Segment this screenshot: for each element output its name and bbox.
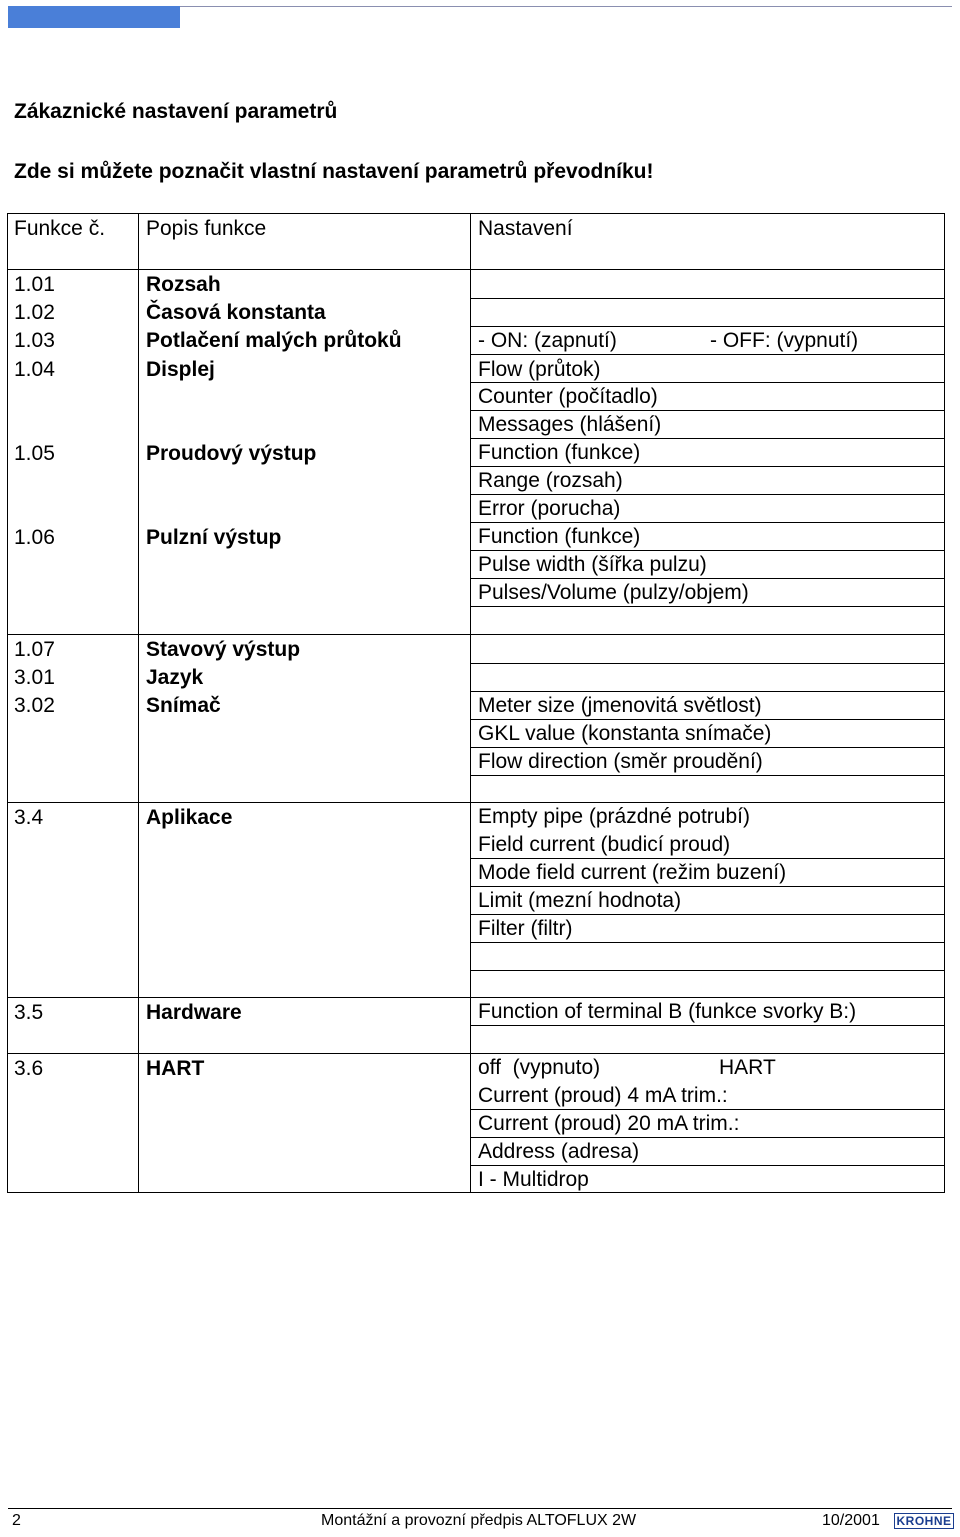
row-number: 3.02	[14, 694, 55, 717]
header-function-no: Funkce č.	[14, 217, 106, 240]
row-number: 3.6	[14, 1057, 44, 1080]
row-number: 1.07	[14, 638, 55, 661]
setting-value: Filter (filtr)	[478, 917, 573, 940]
setting-value: Function (funkce)	[478, 525, 641, 548]
setting-value: GKL value (konstanta snímače)	[478, 722, 772, 745]
header-description: Popis funkce	[146, 217, 267, 240]
row-description: Aplikace	[146, 806, 233, 829]
setting-value: Error (porucha)	[478, 497, 621, 520]
setting-value: Limit (mezní hodnota)	[478, 889, 682, 912]
row-number: 3.01	[14, 666, 55, 689]
setting-value: Flow direction (směr proudění)	[478, 750, 763, 773]
page-number: 2	[12, 1512, 21, 1529]
setting-value: HART	[719, 1056, 776, 1079]
setting-value: Mode field current (režim buzení)	[478, 861, 787, 884]
page-title: Zákaznické nastavení parametrů	[14, 100, 338, 123]
row-number: 3.4	[14, 806, 44, 829]
row-description: HART	[146, 1057, 205, 1080]
setting-value: Pulses/Volume (pulzy/objem)	[478, 581, 749, 604]
krohne-logo: KROHNE	[894, 1513, 954, 1529]
row-description: Časová konstanta	[146, 301, 326, 324]
row-number: 1.03	[14, 329, 55, 352]
row-description: Snímač	[146, 694, 221, 717]
footer-rule	[8, 1508, 952, 1509]
footer-document-title: Montážní a provozní předpis ALTOFLUX 2W	[321, 1512, 637, 1529]
row-description: Proudový výstup	[146, 442, 317, 465]
setting-value: - ON: (zapnutí)	[478, 329, 617, 352]
setting-value: - OFF: (vypnutí)	[710, 329, 859, 352]
setting-value: Meter size (jmenovitá světlost)	[478, 694, 762, 717]
setting-value: Flow (průtok)	[478, 358, 601, 381]
row-description: Pulzní výstup	[146, 526, 282, 549]
row-description: Hardware	[146, 1001, 242, 1024]
page-subtitle: Zde si můžete poznačit vlastní nastavení parametrů převodníku!	[14, 160, 654, 183]
setting-value: Function of terminal B (funkce svorky B:)	[478, 1000, 857, 1023]
setting-value: Empty pipe (prázdné potrubí)	[478, 805, 750, 828]
row-number: 3.5	[14, 1001, 44, 1024]
row-description: Rozsah	[146, 273, 221, 296]
setting-value: Messages (hlášení)	[478, 413, 662, 436]
header-settings: Nastavení	[478, 217, 573, 240]
row-number: 1.02	[14, 301, 55, 324]
setting-value: Counter (počítadlo)	[478, 385, 658, 408]
row-number: 1.04	[14, 358, 55, 381]
setting-value: Field current (budicí proud)	[478, 833, 731, 856]
row-description: Displej	[146, 358, 215, 381]
setting-value: Range (rozsah)	[478, 469, 623, 492]
setting-value: off (vypnuto)	[478, 1056, 601, 1079]
row-number: 1.06	[14, 526, 55, 549]
footer-date: 10/2001	[822, 1512, 880, 1529]
row-description: Potlačení malých průtoků	[146, 329, 402, 352]
setting-value: Function (funkce)	[478, 441, 641, 464]
setting-value: Current (proud) 20 mA trim.:	[478, 1112, 740, 1135]
setting-value: Pulse width (šířka pulzu)	[478, 553, 707, 576]
row-number: 1.05	[14, 442, 55, 465]
setting-value: I - Multidrop	[478, 1168, 589, 1191]
row-number: 1.01	[14, 273, 55, 296]
setting-value: Address (adresa)	[478, 1140, 640, 1163]
setting-value: Current (proud) 4 mA trim.:	[478, 1084, 728, 1107]
row-description: Stavový výstup	[146, 638, 301, 661]
row-description: Jazyk	[146, 666, 204, 689]
